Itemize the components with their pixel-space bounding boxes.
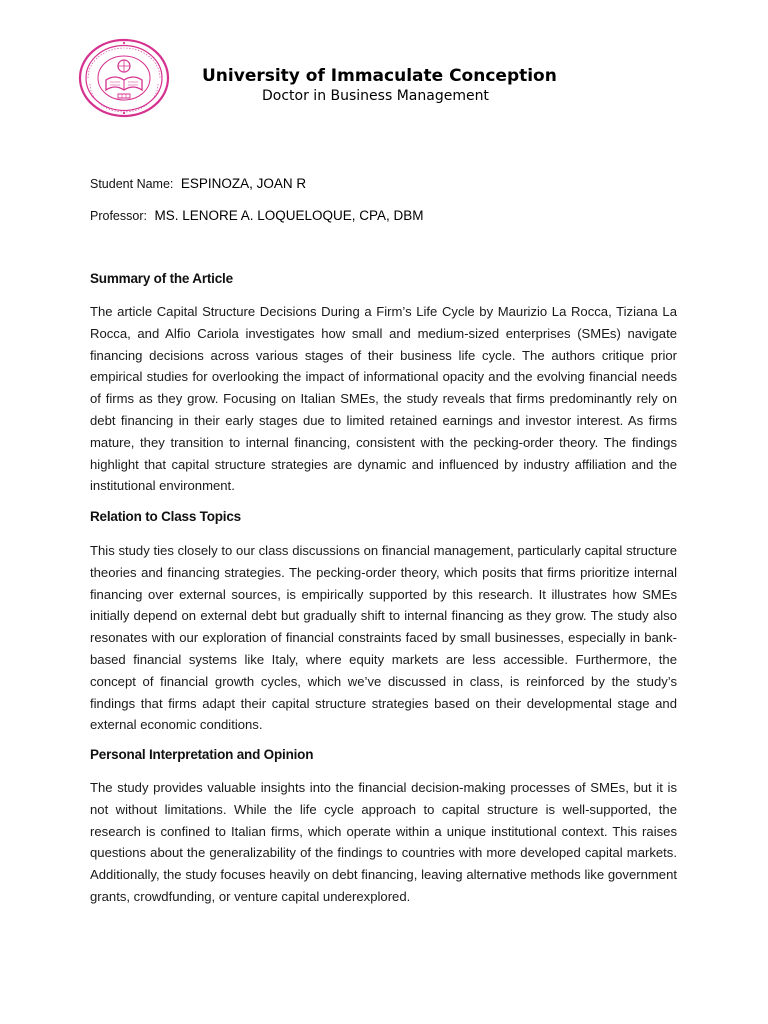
student-name-label: Student Name:	[90, 177, 174, 191]
student-name-row	[90, 176, 306, 191]
professor-value: MS. LENORE A. LOQUELOQUE, CPA, DBM	[154, 208, 424, 223]
university-seal-logo	[78, 38, 170, 118]
section-heading-class-topics: Relation to Class Topics	[90, 509, 241, 524]
document-header	[78, 38, 678, 120]
section-body-summary: The article Capital Structure Decisions During a Firm’s Life Cycle by Maurizio La Rocca, Tiziana La Rocca, and Alfio Cariola investigates how small and medium-sized enterprises (SMEs) navigate financing decisions across various stages of their business life cycle. The authors critique prior empirical studies for overlooking the impact of informational opacity and the evolving financial needs of firms as they grow. Focusing on Italian SMEs, the study reveals that firms predominantly rely on debt financing in their early stages due to limited retained earnings and investor interest. As firms mature, they transition to internal financing, consistent with the pecking-order theory. The findings highlight that capital structure strategies are dynamic and influenced by industry affiliation and the institutional environment.	[90, 304, 677, 494]
section-heading-opinion: Personal Interpretation and Opinion	[90, 747, 314, 762]
section-body-opinion: The study provides valuable insights into the financial decision-making processes of SMEs, but it is not without limitations. While the life cycle approach to capital structure is well-supported, the research is confined to Italian firms, which operate within a unique institutional context. This raises questions about the generalizability of the findings to countries with more developed capital markets. Additionally, the study focuses heavily on debt financing, leaving alternative methods like government grants, crowdfunding, or venture capital underexplored.	[90, 780, 677, 904]
student-name-value: ESPINOZA, JOAN R	[180, 176, 307, 191]
professor-label: Professor:	[90, 209, 147, 223]
professor-row	[90, 208, 424, 223]
section-heading-summary: Summary of the Article	[90, 271, 233, 286]
section-body-class-topics: This study ties closely to our class discussions on financial management, particularly capital structure theories and financing strategies. The pecking-order theory, which posits that firms prioritize internal financing over external sources, is empirically supported by this research. It illustrates how SMEs initially depend on external debt but gradually shift to internal financing as they grow. The study also resonates with our exploration of financial constraints faced by small businesses, especially in bank-based financial systems like Italy, where equity markets are less accessible. Furthermore, the concept of financial growth cycles, which we’ve discussed in class, is reinforced by the study’s findings that firms adapt their capital structure strategies based on their developmental stage and external economic conditions.	[90, 543, 677, 733]
program-name: Doctor in Business Management	[262, 88, 489, 104]
university-name: University of Immaculate Conception	[202, 66, 557, 86]
